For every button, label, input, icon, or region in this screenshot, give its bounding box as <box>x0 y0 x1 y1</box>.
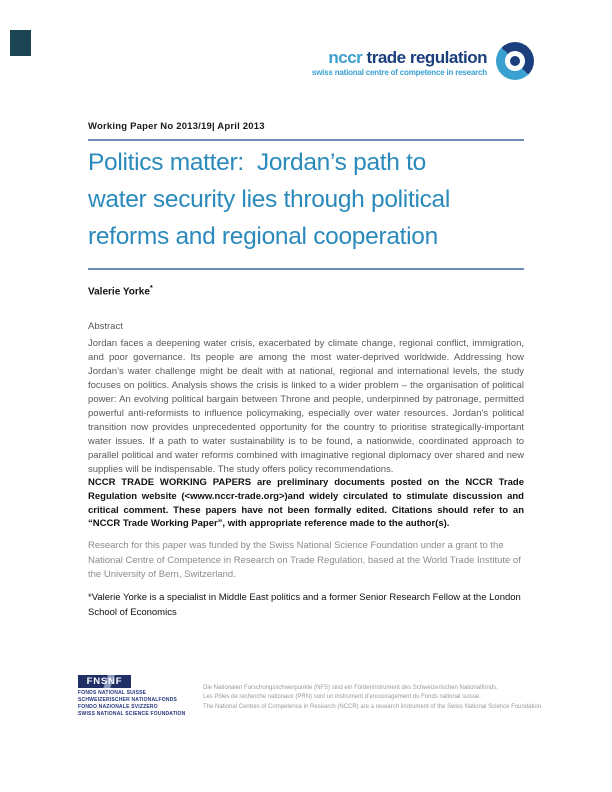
disclaimer-line-fr: Les Pôles de recherche nationaux (PRN) sont un instrument d’encouragement du Fonds national suisse. <box>203 694 481 701</box>
page-title <box>88 144 558 255</box>
snsf-logo: FNSNF <box>78 675 131 688</box>
disclaimer-line-en: The National Centres of Competence in Research (NCCR) are a research instrument of the Swiss National Science Foundation. <box>203 703 543 710</box>
abstract-text: Jordan faces a deepening water crisis, exacerbated by climate change, regional conflict, immigration, and poor governance. Its people are among the most water-deprived worldwide. Addressing how Jordan’s water challenge might be dealt with at national, regional and international levels, the study focuses on politics. Analysis shows the crisis is linked to a wider problem – the organisation of political power: An evolving political bargain between Throne and people, underpinned by patronage, permitted powerful anti-reformists to influence policymaking, especially over water resources. Jordan’s political transition now provides unprecedented opportunity for the country to prioritise strategically-important water issues. If a path to water sustainability is to be found, a nationwide, coordinated approach to parallel political and water reforms combined with imaginative regional diplomacy over shared and new supplies will be indispensable. The study offers policy recommendations. <box>88 338 524 475</box>
snsf-line-de: SCHWEIZERISCHER NATIONALFONDS <box>78 697 178 703</box>
title-line-3: reforms and regional cooperation <box>88 223 438 250</box>
brand-name <box>296 49 487 67</box>
brand-name-trade-regulation: trade regulation <box>362 48 487 67</box>
snsf-line-fr: FONDS NATIONAL SUISSE <box>78 690 147 696</box>
disclaimer-line-de: Die Nationalen Forschungsschwerpunkte (NFS) sind ein Förderinstrument des Schweizerischen Nationalfonds. <box>203 685 498 691</box>
abstract-label: Abstract <box>88 321 123 332</box>
working-paper-number: Working Paper No 2013/19| April 2013 <box>88 121 265 132</box>
snsf-wordmark-lines <box>78 690 208 718</box>
snsf-line-it: FONDO NAZIONALE SVIZZERO <box>78 704 158 710</box>
title-rule <box>88 268 524 270</box>
corner-mark <box>10 30 31 56</box>
title-line-1: Politics matter: Jordan’s path to <box>88 149 426 176</box>
author-footnote-marker: * <box>149 283 153 292</box>
footer-disclaimer <box>203 684 575 712</box>
author-footnote: *Valerie Yorke is a specialist in Middle East politics and a former Senior Research Fellow at the London School of Economics <box>88 592 521 618</box>
funding-note: Research for this paper was funded by the Swiss National Science Foundation under a grant to the National Centre of Competence in Research on Trade Regulation, based at the World Trade Institute of the University of Bern, Switzerland. <box>88 540 521 580</box>
snsf-line-en: SWISS NATIONAL SCIENCE FOUNDATION <box>78 711 186 717</box>
author-line <box>88 283 153 297</box>
abstract-section <box>88 320 524 477</box>
brand-block <box>296 42 534 80</box>
title-line-2: water security lies through political <box>88 186 451 213</box>
eye-center-dot <box>510 56 520 66</box>
brand-text <box>296 49 496 77</box>
nccr-eye-logo-icon <box>496 42 534 80</box>
author-name: Valerie Yorke <box>88 286 150 298</box>
working-papers-note: NCCR TRADE WORKING PAPERS are preliminary documents posted on the NCCR Trade Regulation website (<www.nccr-trade.org>)and widely circulated to stimulate discussion and critical comment. These papers have not been formally edited. Citations should refer to an “NCCR Trade Working Paper”, with appropriate reference made to the author(s). <box>88 477 524 530</box>
brand-tagline: swiss national centre of competence in research <box>311 68 487 77</box>
header-rule <box>88 139 524 141</box>
brand-name-nccr: nccr <box>328 48 363 67</box>
